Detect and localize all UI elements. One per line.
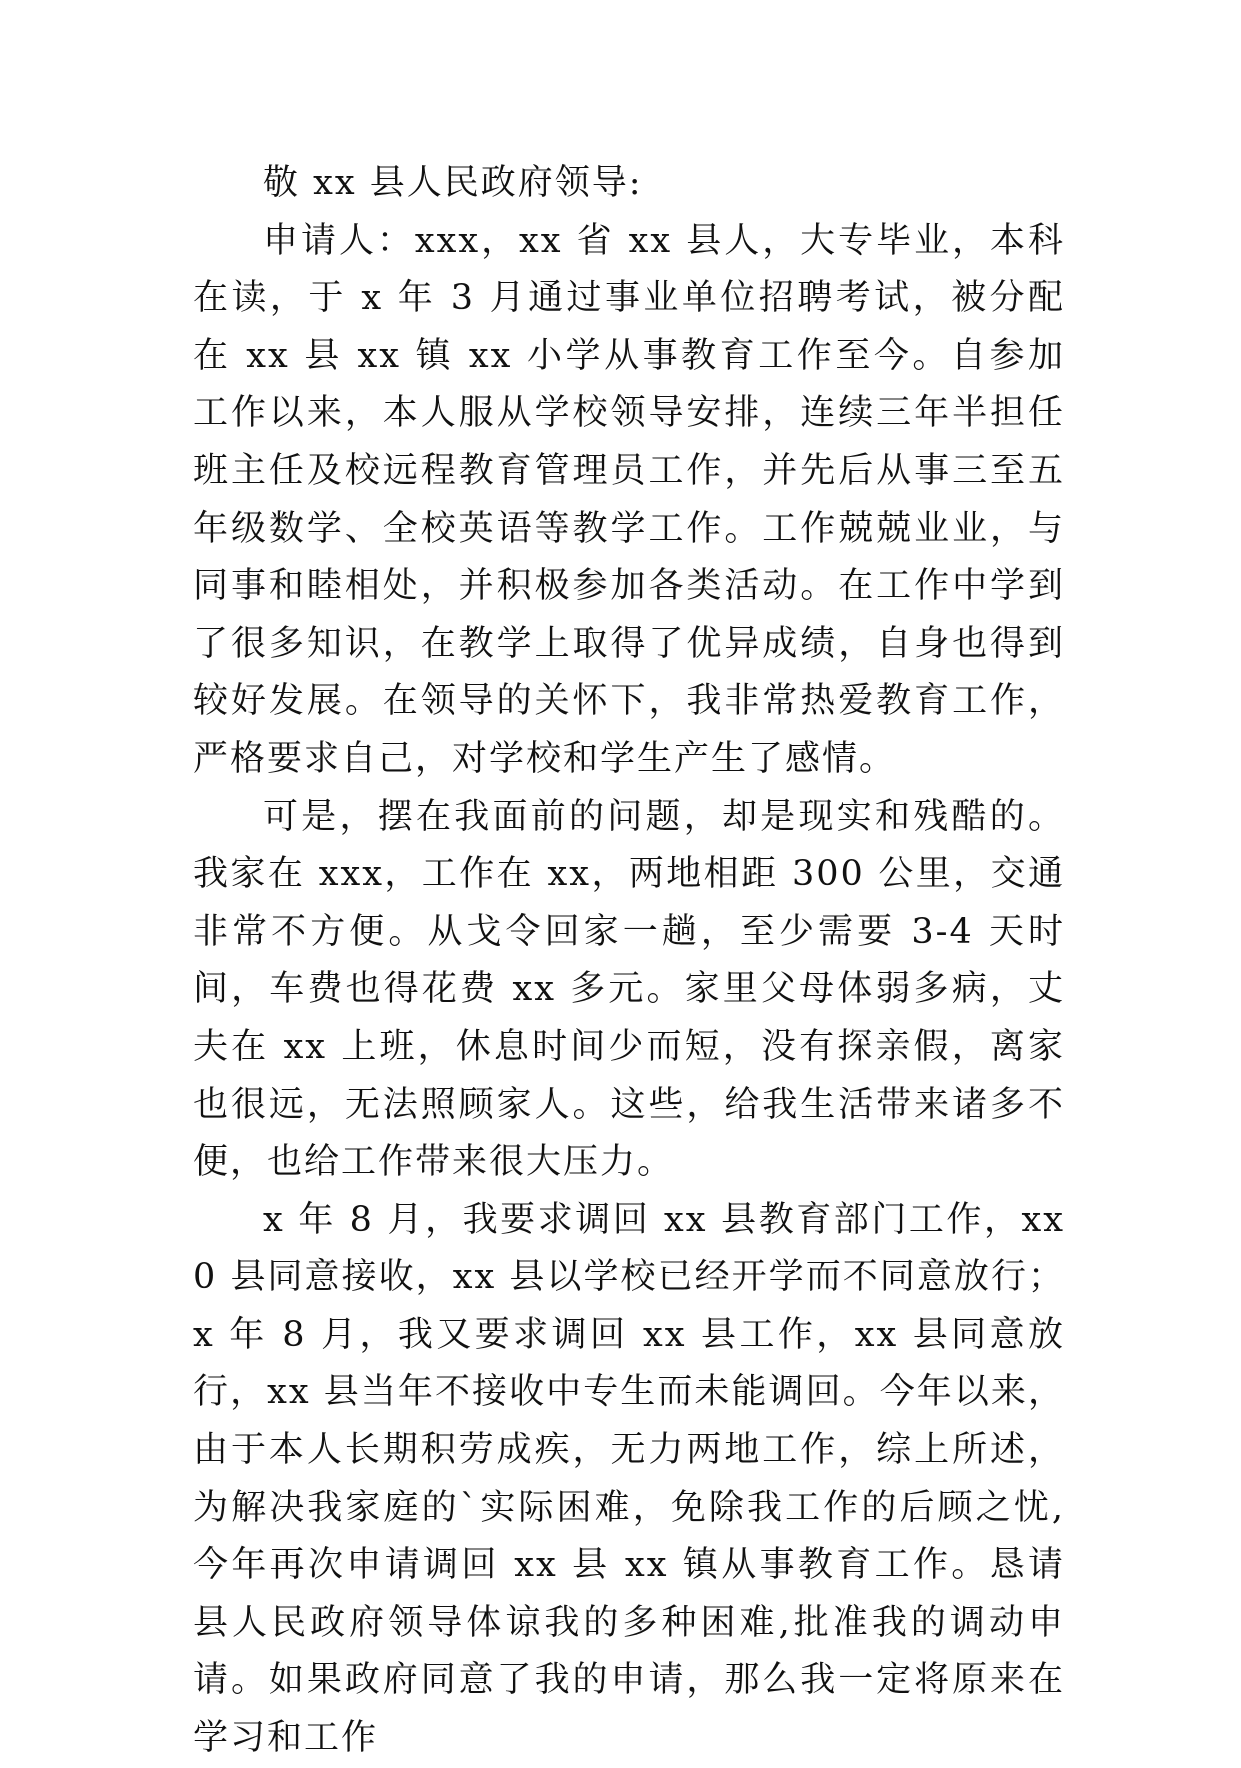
paragraph-transfer-request: x 年 8 月，我要求调回 xx 县教育部门工作，xx0 县同意接收，xx 县以学校已经开学而不同意放行；x 年 8 月，我又要求调回 xx 县工作，xx 县同意放行，xx 县当年不接收中专生而未能调回。今年以来，由于本人长期积劳成疾，无力两地工作，综上所述，为解决我家庭的`实际困难，免除我工作的后顾之忧,今年再次申请调回 xx 县 xx 镇从事教育工作。恳请县人民政府领导体谅我的多种困难,批准我的调动申请。如果政府同意了我的申请，那么我一定将原来在学习和工作 — [193, 1199, 1065, 1759]
paragraph-applicant-intro: 申请人：xxx，xx 省 xx 县人，大专毕业，本科在读，于 x 年 3 月通过事业单位招聘考试，被分配在 xx 县 xx 镇 xx 小学从事教育工作至今。自参加工作以来，本人服从学校领导安排，连续三年半担任班主任及校远程教育管理员工作，并先后从事三至五年级数学、全校英语等教学工作。工作兢兢业业，与同事和睦相处，并积极参加各类活动。在工作中学到了很多知识，在教学上取得了优异成绩，自身也得到较好发展。在领导的关怀下，我非常热爱教育工作，严格要求自己，对学校和学生产生了感情。 — [193, 220, 1065, 779]
salutation: 敬 xx 县人民政府领导: — [263, 163, 643, 203]
paragraph-difficulties: 可是，摆在我面前的问题，却是现实和残酷的。我家在 xxx，工作在 xx，两地相距 300 公里，交通非常不方便。从戈令回家一趟，至少需要 3-4 天时间，车费也得花费 xx 多元。家里父母体弱多病，丈夫在 xx 上班，休息时间少而短，没有探亲假，离家也很远，无法照顾家人。这些，给我生活带来诸多不便，也给工作带来很大压力。 — [193, 796, 1065, 1183]
letter-body — [193, 155, 1065, 1768]
